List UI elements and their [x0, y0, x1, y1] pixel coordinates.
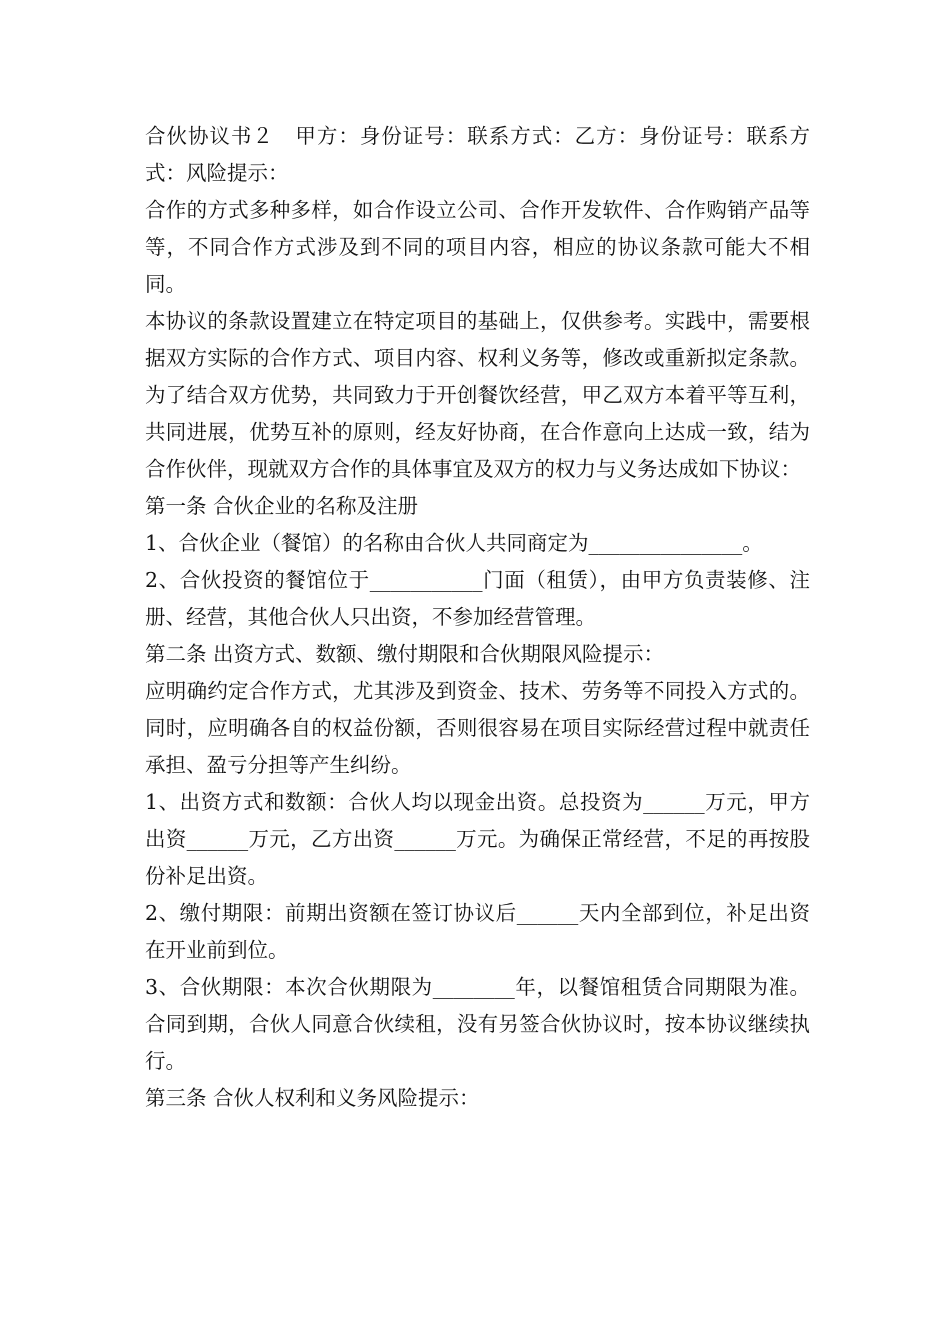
article-1-clause-2: 2、合伙投资的餐馆位于___________门面（租赁），由甲方负责装修、注册、经营，其他合伙人只出资，不参加经营管理。: [145, 568, 810, 629]
article-3-heading: 第三条 合伙人权利和义务风险提示：: [145, 1086, 480, 1110]
article-2-clause-3: 3、合伙期限：本次合伙期限为________年，以餐馆租赁合同期限为准。合同到期，合伙人同意合伙续租，没有另签合伙协议时，按本协议继续执行。: [145, 975, 810, 1073]
document-body: [145, 118, 810, 1117]
article-2-heading: 第二条 出资方式、数额、缴付期限和合伙期限风险提示：: [145, 642, 665, 666]
article-1-heading: 第一条 合伙企业的名称及注册: [145, 494, 419, 518]
agreement-intro-paragraph: 本协议的条款设置建立在特定项目的基础上，仅供参考。实践中，需要根据双方实际的合作方式、项目内容、权利义务等，修改或重新拟定条款。 为了结合双方优势，共同致力于开创餐饮经营，甲乙双方本着平等互利，共同进展，优势互补的原则，经友好协商，在合作意向上达成一致，结为合作伙伴，现就双方合作的具体事宜及双方的权力与义务达成如下协议：: [145, 309, 810, 481]
article-1-clause-1: 1、合伙企业（餐馆）的名称由合伙人共同商定为_______________。: [145, 531, 763, 555]
risk-note-paragraph: 合作的方式多种多样，如合作设立公司、合作开发软件、合作购销产品等等，不同合作方式涉及到不同的项目内容，相应的协议条款可能大不相同。: [145, 198, 810, 296]
article-2-risk-note: 应明确约定合作方式，尤其涉及到资金、技术、劳务等不同投入方式的。同时，应明确各自的权益份额，否则很容易在项目实际经营过程中就责任承担、盈亏分担等产生纠纷。: [145, 679, 810, 777]
article-2-clause-2: 2、缴付期限：前期出资额在签订协议后______天内全部到位，补足出资在开业前到位。: [145, 901, 810, 962]
document-title-line: 合伙协议书２ 甲方：身份证号：联系方式：乙方：身份证号：联系方式：风险提示：: [145, 124, 810, 185]
article-2-clause-1: 1、出资方式和数额：合伙人均以现金出资。总投资为______万元，甲方出资______万元，乙方出资______万元。为确保正常经营，不足的再按股份补足出资。: [145, 790, 810, 888]
